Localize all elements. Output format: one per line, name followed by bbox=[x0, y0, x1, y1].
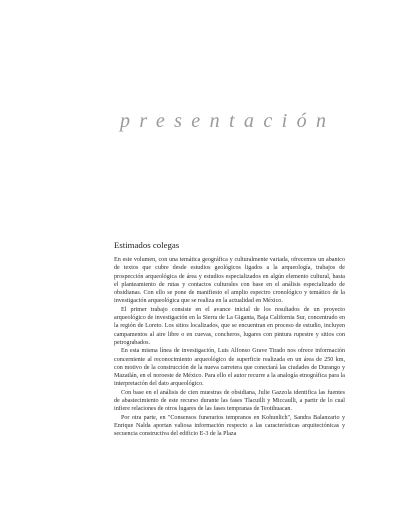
paragraph: Por otra parte, en "Consensos funerarios tempranos en Kohunlich", Sandra Balanzario y Enrique Nalda aportan valiosa información respecto a las características arquitectónicas y secuencia constructiva del edificio E-3 de la Plaza bbox=[114, 414, 345, 438]
paragraph: Con base en el análisis de cien muestras de obsidiana, Julie Gazzola identifica las fuentes de abastecimiento de este recurso durante las fases Tlacuilli y Miccaulli, a partir de lo cual infiere relaciones de otros lugares de las fases tempranas de Teotihuacan. bbox=[114, 389, 345, 413]
salutation: Estimados colegas bbox=[114, 240, 180, 250]
paragraph: En esta misma línea de investigación, Luis Alfonso Grave Tirado nos ofrece información concerniente al reconocimiento arqueológico de superficie realizada en un área de 250 km, con motivo de la construcción de la nueva carretera que conectará las ciudades de Durango y Mazatlán, en el noroeste de México. Para ello el autor recurre a la analogía etnográfica para la interpretación del dato arqueológico. bbox=[114, 348, 345, 388]
body-text bbox=[114, 256, 345, 439]
section-heading: presentación bbox=[120, 110, 336, 132]
paragraph: En este volumen, con una temática geográfica y culturalmente variada, ofrecemos un abanico de textos que cubre desde estudios geológicos ligados a la arqueología, trabajos de prospección arqueológica de área y estudios especializados en algún elemento cultural, hasta el planteamiento de rutas y contactos culturales con base en el análisis especializado de obsidianas. Con ello se pone de manifiesto el amplio espectro cronológico y temático de la investigación arqueológica que se realiza en la actualidad en México. bbox=[114, 257, 345, 305]
paragraph: El primer trabajo consiste en el avance inicial de los resultados de un proyecto arqueológico de investigación en la Sierra de La Giganta, Baja California Sur, concentrado en la región de Loreto. Los sitios localizados, que se encuentran en proceso de estudio, incluyen campamentos al aire libre o en cuevas, concheros, lugares con pintura rupestre y sitios con petrograbados. bbox=[114, 306, 345, 346]
